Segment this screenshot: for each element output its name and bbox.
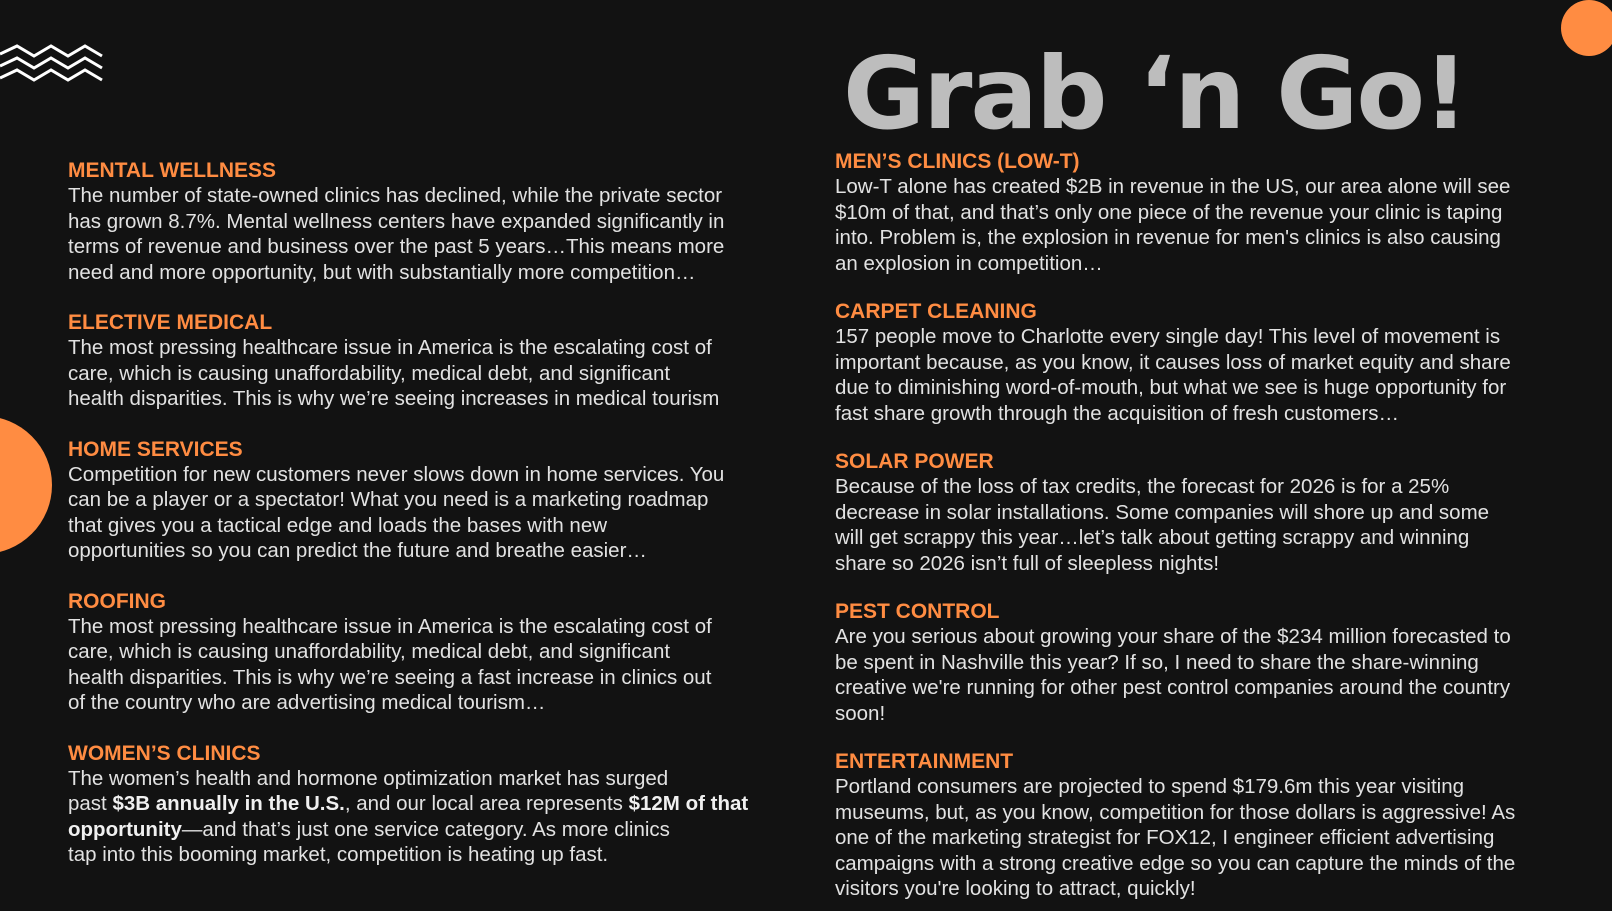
section-mens-clinics — [835, 150, 1575, 276]
section-body: Are you serious about growing your share of the $234 million forecasted to be spent in Nashville this year? If so, I need to share the share-winning creative we're running for other pest control companies around the country soon! — [835, 625, 1511, 725]
orange-circle-top-right — [1561, 0, 1612, 56]
zigzag-icon — [0, 44, 104, 92]
section-heading: ENTERTAINMENT — [835, 750, 1014, 773]
section-body: Low-T alone has created $2B in revenue in the US, our area alone will see $10m of that, and that’s only one piece of the revenue your clinic is taping into. Problem is, the explosion in revenue for men's clinics is also causing an explosion in competition… — [835, 175, 1511, 275]
section-body: Because of the loss of tax credits, the forecast for 2026 is for a 25% decrease in solar installations. Some companies will shore up and some will get scrappy this year…let’s talk about getting scrappy and winning share so 2026 isn’t full of sleepless nights! — [835, 475, 1490, 575]
left-column — [68, 159, 808, 868]
section-elective-medical — [68, 311, 808, 412]
section-heading: ROOFING — [68, 589, 166, 613]
section-heading: CARPET CLEANING — [835, 300, 1037, 323]
section-body: Portland consumers are projected to spend $179.6m this year visiting museums, but, as you know, competition for those dollars is aggressive! As one of the marketing strategist for FOX12, I engineer efficient advertising campaigns with a strong creative edge so you can capture the minds of the visitors you're looking to attract, quickly! — [835, 775, 1516, 900]
section-solar-power — [835, 450, 1575, 576]
section-body — [68, 766, 808, 868]
body-text: The women’s health and hormone optimization market has surged — [68, 766, 669, 790]
section-heading: MENTAL WELLNESS — [68, 159, 277, 182]
section-body: The number of state-owned clinics has declined, while the private sector has grown 8.7%. Mental wellness centers have expanded significantly in terms of revenue and business over the past 5 years…This means more need and more opportunity, but with substantially more competition… — [68, 184, 725, 284]
section-heading: HOME SERVICES — [68, 437, 243, 461]
section-carpet-cleaning — [835, 300, 1575, 426]
body-text: , and our local area represents — [344, 792, 629, 815]
section-womens-clinics — [68, 742, 808, 868]
section-heading: ELECTIVE MEDICAL — [68, 311, 273, 334]
section-roofing — [68, 590, 808, 716]
section-body: The most pressing healthcare issue in America is the escalating cost of care, which is causing unaffordability, medical debt, and significant health disparities. This is why we’re seeing a fast increase in clinics out of the country who are advertising medical tourism… — [68, 614, 712, 714]
orange-circle-left — [0, 416, 52, 554]
right-column — [835, 150, 1575, 902]
section-body: 157 people move to Charlotte every single day! This level of movement is important because, as you know, it causes loss of market equity and share due to diminishing word-of-mouth, but what we see is huge opportunity for fast share growth through the acquisition of fresh customers… — [835, 325, 1511, 425]
highlight-text: $12M of that opportunity — [68, 792, 749, 841]
body-text: past — [68, 792, 113, 815]
section-mental-wellness — [68, 159, 808, 285]
section-heading: WOMEN’S CLINICS — [68, 741, 261, 765]
section-body: The most pressing healthcare issue in America is the escalating cost of care, which is causing unaffordability, medical debt, and significant health disparities. This is why we’re seeing increases in medical tourism — [68, 336, 720, 410]
section-heading: PEST CONTROL — [835, 600, 1000, 623]
section-body: Competition for new customers never slows down in home services. You can be a player or a spectator! What you need is a marketing roadmap that gives you a tactical edge and loads the bases with new opportunities so you can predict the future and breathe easier… — [68, 462, 725, 562]
section-heading: MEN’S CLINICS (LOW-T) — [835, 150, 1080, 173]
section-pest-control — [835, 600, 1575, 726]
body-text: —and that’s just one service category. As more clinics tap into this booming market, competition is heating up fast. — [68, 817, 670, 866]
section-home-services — [68, 438, 808, 564]
section-heading: SOLAR POWER — [835, 450, 994, 473]
highlight-text: $3B annually in the U.S. — [112, 792, 345, 815]
section-entertainment — [835, 750, 1575, 902]
page-title: Grab ‘n Go! — [843, 35, 1467, 152]
